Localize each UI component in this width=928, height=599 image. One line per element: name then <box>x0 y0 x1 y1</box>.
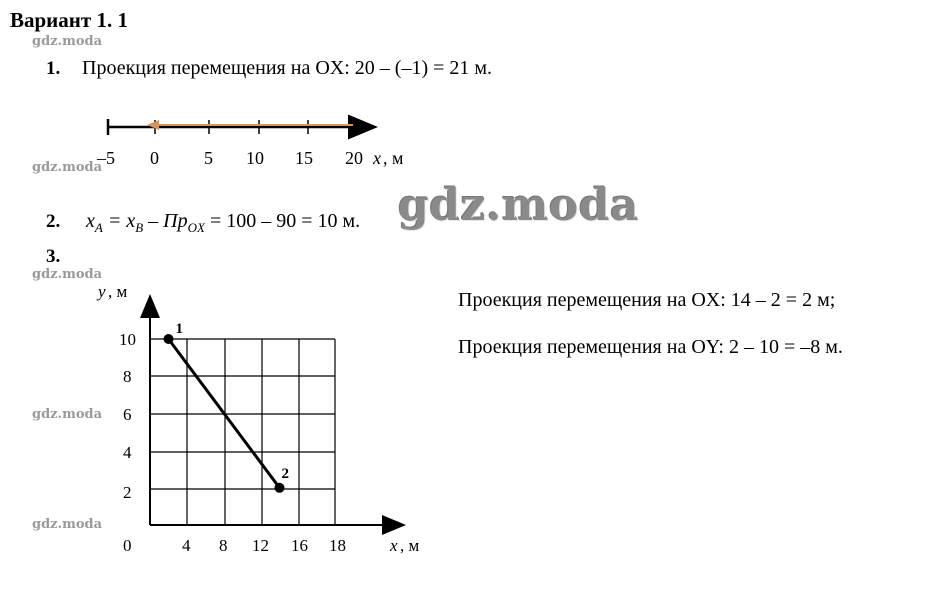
x-tick-label: 12 <box>252 536 269 555</box>
watermark-text: gdz.moda <box>32 160 103 175</box>
y-tick-label: 8 <box>123 367 132 386</box>
x-axis-var: x <box>390 536 398 555</box>
axis-unit: , м <box>383 148 404 168</box>
grid <box>150 339 335 525</box>
vector-arrowhead <box>147 120 159 130</box>
y-tick-label: 2 <box>123 483 132 502</box>
point-1-label: 1 <box>175 321 183 337</box>
watermark-text: gdz.moda <box>32 34 103 49</box>
x-tick-label: 0 <box>123 536 132 555</box>
tick-label: 10 <box>246 148 264 168</box>
tick-label: 20 <box>345 148 363 168</box>
task1-text: Проекция перемещения на OX: 20 – (–1) = 21 м. <box>82 57 493 79</box>
tick-label: –5 <box>97 148 115 168</box>
task-number: 2. <box>46 211 61 232</box>
x-tick-label: 4 <box>182 536 191 555</box>
watermark-text: gdz.moda <box>32 267 103 282</box>
tick-label: 0 <box>150 148 159 168</box>
axis-var: x <box>373 148 381 168</box>
y-axis-unit: , м <box>108 282 128 301</box>
watermark-logo: gdz.moda <box>398 180 640 231</box>
tick-label: 15 <box>295 148 313 168</box>
number-line <box>95 110 425 172</box>
x-tick-label: 16 <box>291 536 308 555</box>
watermark-text: gdz.moda <box>32 517 103 532</box>
x-axis-unit: , м <box>400 536 420 555</box>
y-axis-var: y <box>98 282 106 301</box>
task-number: 1. <box>46 58 61 79</box>
point-1 <box>164 334 174 344</box>
coordinate-graph <box>95 280 435 580</box>
x-tick-label: 18 <box>329 536 346 555</box>
y-tick-label: 6 <box>123 405 132 424</box>
y-tick-label: 10 <box>119 330 136 349</box>
y-tick-label: 4 <box>123 443 132 462</box>
x-tick-label: 8 <box>219 536 228 555</box>
task3-line1: Проекция перемещения на OX: 14 – 2 = 2 м; <box>458 289 836 311</box>
task-number: 3. <box>46 246 61 267</box>
page-title: Вариант 1. 1 <box>10 8 128 32</box>
point-2-label: 2 <box>281 465 289 482</box>
point-2 <box>275 483 285 493</box>
watermark-text: gdz.moda <box>32 407 103 422</box>
task3-line2: Проекция перемещения на OY: 2 – 10 = –8 м. <box>458 336 843 358</box>
task2-formula: $x_A = x_B - Пр_{OX} = 100 - 90 = 10$ м. <box>86 210 361 235</box>
tick-label: 5 <box>204 148 213 168</box>
